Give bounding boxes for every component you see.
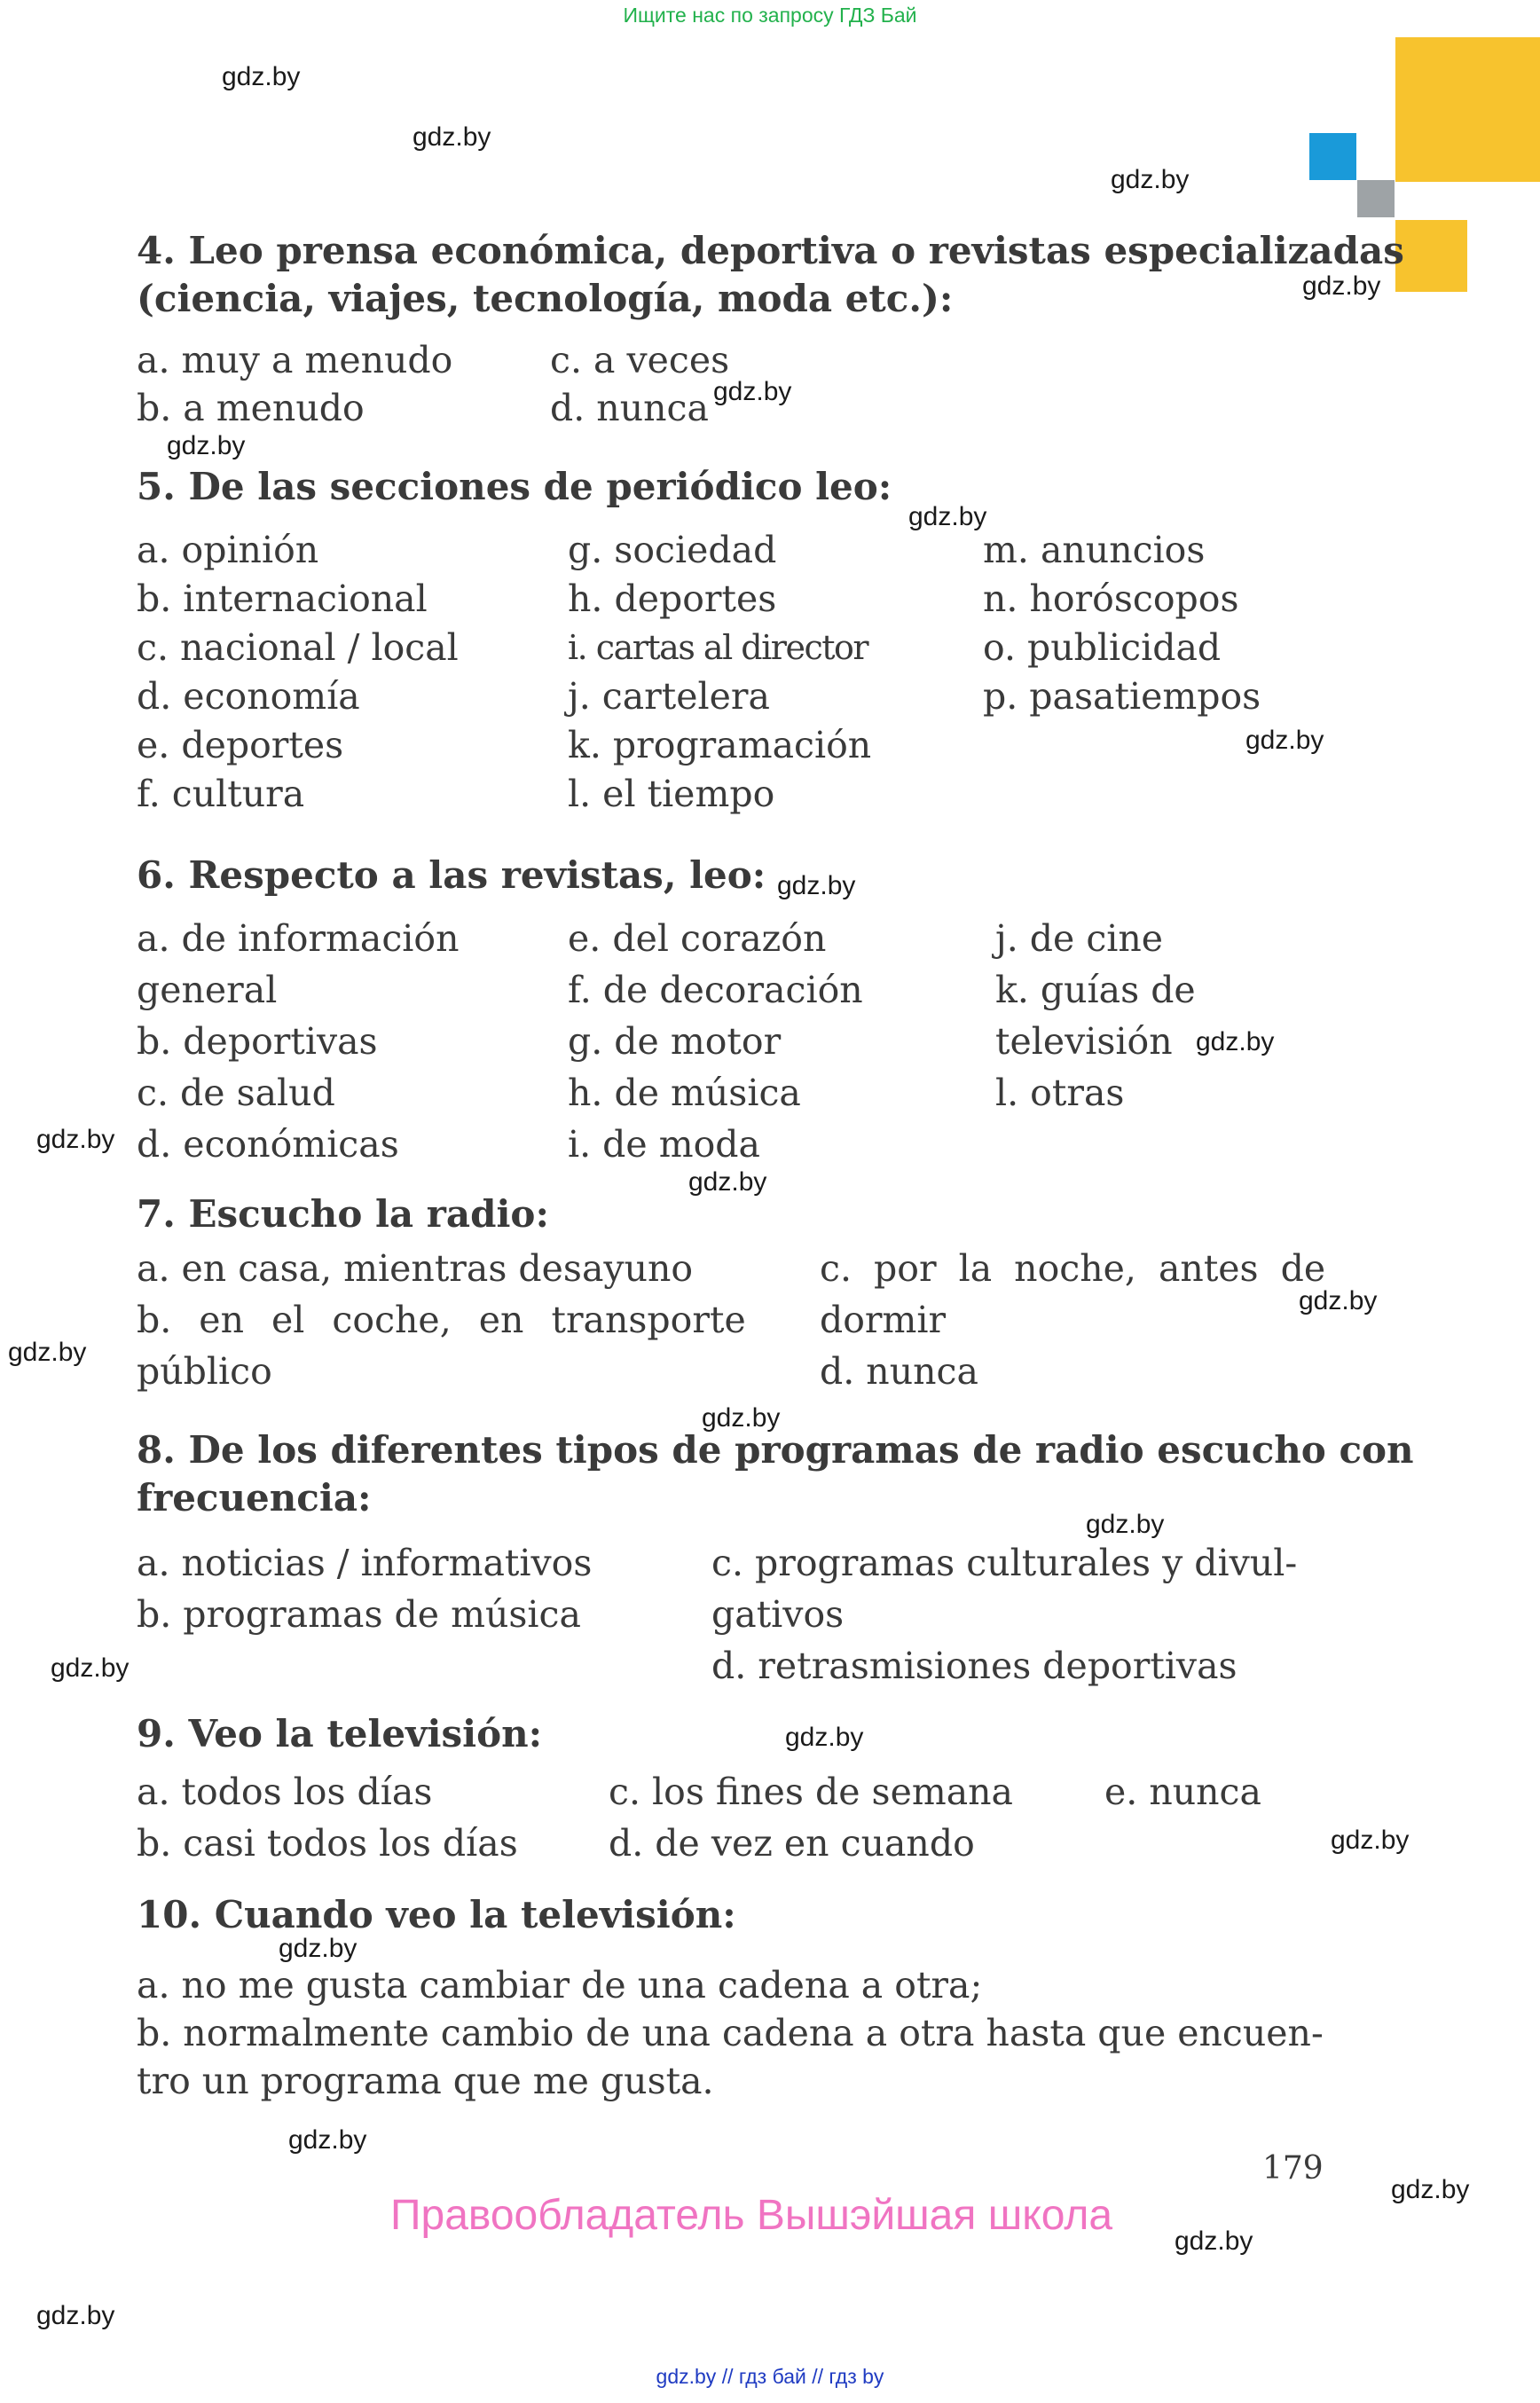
watermark: gdz.by xyxy=(1196,1027,1275,1056)
q4-option: a. muy a menudo xyxy=(137,339,453,381)
q6-option: e. del corazón xyxy=(568,917,827,960)
footer-note: gdz.by // гдз бай // гдз by xyxy=(656,2365,884,2388)
q10-line: tro un programa que me gusta. xyxy=(137,2060,714,2102)
q6-option: c. de salud xyxy=(137,1072,335,1114)
q9-option: c. los fines de semana xyxy=(609,1771,1014,1813)
decor-gray-square xyxy=(1357,180,1395,217)
q8-title-line2: frecuencia: xyxy=(137,1476,372,1520)
q5-option: c. nacional / local xyxy=(137,626,459,669)
q5-option: p. pasatiempos xyxy=(983,675,1261,718)
watermark: gdz.by xyxy=(1111,165,1190,194)
watermark: gdz.by xyxy=(777,871,856,900)
q7-option: b. en el coche, en transporte xyxy=(137,1299,746,1341)
page-number: 179 xyxy=(1262,2150,1324,2187)
q6-option: j. de cine xyxy=(995,917,1164,960)
q5-title: 5. De las secciones de periódico leo: xyxy=(137,465,892,508)
watermark: gdz.by xyxy=(1331,1826,1410,1855)
copyright-note: Правообладатель Вышэйшая школа xyxy=(390,2192,1113,2239)
q5-option: o. publicidad xyxy=(983,626,1222,669)
watermark: gdz.by xyxy=(1299,1286,1378,1315)
q10-title: 10. Cuando veo la televisión: xyxy=(137,1893,736,1936)
watermark: gdz.by xyxy=(51,1653,130,1683)
watermark: gdz.by xyxy=(1175,2226,1253,2256)
decor-blue-square xyxy=(1309,133,1356,180)
watermark: gdz.by xyxy=(1302,271,1381,301)
watermark: gdz.by xyxy=(167,431,246,460)
watermark: gdz.by xyxy=(222,62,301,91)
watermark: gdz.by xyxy=(1391,2175,1470,2204)
q6-option: a. de información xyxy=(137,917,460,960)
q6-option: h. de música xyxy=(568,1072,801,1114)
q4-option: b. a menudo xyxy=(137,387,365,429)
q10-line: a. no me gusta cambiar de una cadena a otra; xyxy=(137,1964,983,2006)
q6-option: televisión xyxy=(995,1020,1173,1063)
q6-option: b. deportivas xyxy=(137,1020,378,1063)
q5-option: i. cartas al director xyxy=(568,628,868,667)
q6-option: general xyxy=(137,969,278,1011)
q5-option: k. programación xyxy=(568,724,872,766)
q5-option: f. cultura xyxy=(137,773,305,815)
q4-title-line2: (ciencia, viajes, tecnología, moda etc.): xyxy=(137,277,954,320)
q8-option: d. retrasmisiones deportivas xyxy=(711,1645,1238,1687)
q7-title: 7. Escucho la radio: xyxy=(137,1192,549,1236)
q7-option: c. por la noche, antes de xyxy=(820,1247,1326,1290)
watermark: gdz.by xyxy=(688,1167,767,1197)
watermark: gdz.by xyxy=(908,502,987,531)
q9-option: d. de vez en cuando xyxy=(609,1822,975,1865)
q7-option: a. en casa, mientras desayuno xyxy=(137,1247,694,1290)
q7-option: público xyxy=(137,1350,272,1393)
watermark: gdz.by xyxy=(279,1934,358,1963)
watermark: gdz.by xyxy=(1245,726,1324,755)
decor-yellow-large xyxy=(1395,37,1540,182)
q6-option: i. de moda xyxy=(568,1123,760,1166)
watermark: gdz.by xyxy=(288,2125,367,2155)
q4-title-line1: 4. Leo prensa económica, deportiva o revistas especializadas xyxy=(137,229,1404,272)
q7-option: d. nunca xyxy=(820,1350,978,1393)
q6-option: k. guías de xyxy=(995,969,1196,1011)
q8-option: a. noticias / informativos xyxy=(137,1542,593,1584)
q5-option: e. deportes xyxy=(137,724,344,766)
decor-yellow-small xyxy=(1395,220,1467,292)
q7-option: dormir xyxy=(820,1299,947,1341)
q5-option: l. el tiempo xyxy=(568,773,775,815)
header-note: Ищите нас по запросу ГДЗ Бай xyxy=(623,4,917,27)
watermark: gdz.by xyxy=(36,1125,115,1154)
q5-option: m. anuncios xyxy=(983,529,1206,571)
q5-option: a. opinión xyxy=(137,529,319,571)
q10-line: b. normalmente cambio de una cadena a otra hasta que encuen- xyxy=(137,2012,1324,2054)
q5-option: d. economía xyxy=(137,675,360,718)
q9-option: a. todos los días xyxy=(137,1771,433,1813)
q5-option: j. cartelera xyxy=(568,675,770,718)
q9-option: b. casi todos los días xyxy=(137,1822,518,1865)
q8-option: gativos xyxy=(711,1593,845,1636)
q9-title: 9. Veo la televisión: xyxy=(137,1712,543,1755)
watermark: gdz.by xyxy=(702,1403,781,1433)
q5-option: n. horóscopos xyxy=(983,577,1239,620)
watermark: gdz.by xyxy=(785,1723,864,1752)
q9-option: e. nunca xyxy=(1104,1771,1261,1813)
q4-option: c. a veces xyxy=(550,339,730,381)
q6-option: l. otras xyxy=(995,1072,1125,1114)
q6-title: 6. Respecto a las revistas, leo: xyxy=(137,853,766,897)
q6-option: g. de motor xyxy=(568,1020,782,1063)
q5-option: h. deportes xyxy=(568,577,777,620)
watermark: gdz.by xyxy=(8,1338,87,1367)
watermark: gdz.by xyxy=(713,377,792,406)
watermark: gdz.by xyxy=(1086,1510,1165,1539)
q6-option: d. económicas xyxy=(137,1123,399,1166)
q5-option: g. sociedad xyxy=(568,529,777,571)
watermark: gdz.by xyxy=(412,122,491,152)
q4-option: d. nunca xyxy=(550,387,709,429)
q8-title-line1: 8. De los diferentes tipos de programas de radio escucho con xyxy=(137,1428,1414,1472)
q8-option: c. programas culturales y divul- xyxy=(711,1542,1298,1584)
q6-option: f. de decoración xyxy=(568,969,863,1011)
watermark: gdz.by xyxy=(36,2301,115,2330)
q5-option: b. internacional xyxy=(137,577,428,620)
q8-option: b. programas de música xyxy=(137,1593,581,1636)
